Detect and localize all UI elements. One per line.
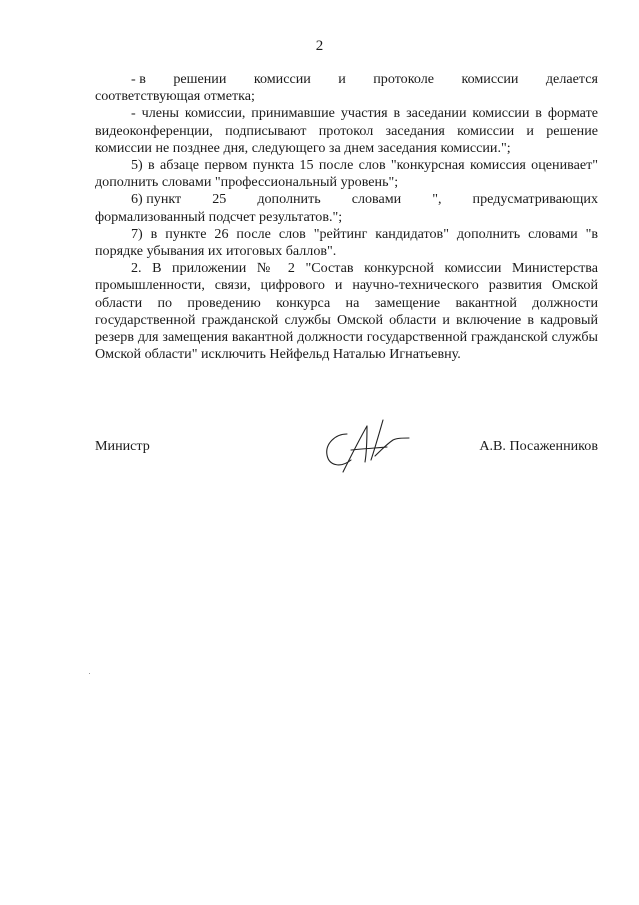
word: предусматривающих [472, 191, 598, 208]
scan-speck [89, 673, 90, 674]
signature-block [95, 436, 598, 466]
handwritten-signature [317, 410, 417, 482]
item-line-1 [95, 71, 598, 88]
word: протоколе [373, 71, 435, 87]
paragraph-item-7: 7) в пункте 26 после слов "рейтинг кандидатов" дополнить словами "в порядке убывания их итоговых баллов". [95, 225, 598, 260]
word: и [338, 71, 346, 87]
word: решении [173, 71, 227, 87]
word: 6) пункт [131, 191, 182, 208]
signatory-name: А.В. Посаженников [479, 438, 598, 454]
signatory-title: Министр [95, 438, 150, 454]
word: комиссии [461, 71, 519, 87]
document-body [95, 71, 598, 363]
word: комиссии [253, 71, 311, 87]
paragraph-item-5: 5) в абзаце первом пункта 15 после слов "конкурсная комиссия оценивает" дополнить словами "профессиональный уровень"; [95, 157, 598, 191]
word: дополнить [257, 191, 321, 208]
item-6-line-1 [95, 191, 598, 208]
page-number: 2 [315, 38, 324, 54]
word: - в [131, 71, 146, 87]
item-line-2: соответствующая отметка; [95, 88, 255, 105]
word: делается [545, 71, 598, 87]
item-6-line-2: формализованный подсчет результатов."; [95, 208, 343, 225]
word: 25 [212, 191, 227, 208]
word: ", [432, 191, 442, 208]
paragraph-appendix-2: 2. В приложении № 2 "Состав конкурсной комиссии Министерства промышленности, связи, цифрового и научно-технического развития Омской области по проведению конкурса на замещение вакантной должности государственной гражданской службы Омской области и включение в кадровый резерв для замещения вакантной должности государственной гражданской службы Омской области" исключить Нейфельд Наталью Игнатьевну. [95, 260, 598, 363]
paragraph-members: - члены комиссии, принимавшие участия в заседании комиссии в формате видеоконференции, подписывают протокол заседания комиссии и решение комиссии не позднее дня, следующего за днем заседания комиссии."; [95, 105, 598, 156]
word: словами [351, 191, 402, 208]
